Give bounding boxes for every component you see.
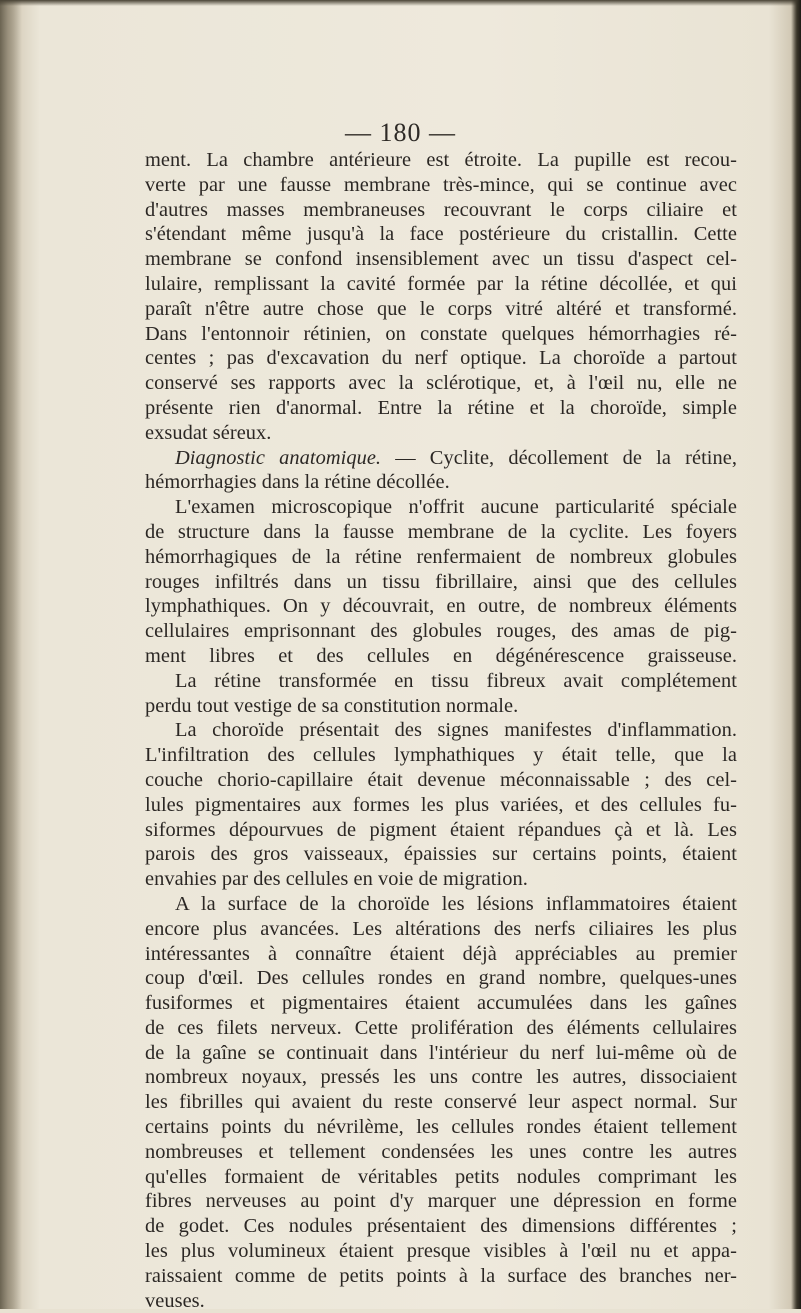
line-text: La rétine transformée en tissu fibreux avait complétement [175,669,737,692]
line-text: verte par une fausse membrane très-mince, qui se continue avec [145,173,737,196]
text-line [145,1090,737,1115]
line-text: fusiformes et pigmentaires étaient accumulées dans les gaînes [145,992,737,1015]
line-text: L'examen microscopique n'offrit aucune particularité spéciale [175,496,737,519]
text-line [145,371,737,396]
line-text: de structure dans la fausse membrane de la cyclite. Les foyers [145,520,737,543]
line-text: parois des gros vaisseaux, épaissies sur certains points, étaient [145,843,737,866]
binding-shadow [0,0,22,1309]
text-line [145,718,737,743]
line-text: — Cyclite, décollement de la rétine, [381,446,737,469]
right-page-edge [791,0,801,1309]
text-line [145,669,737,694]
line-text: paraît n'être autre chose que le corps vitré altéré et transformé. [145,297,737,320]
line-text: encore plus avancées. Les altérations des nerfs ciliaires les plus [145,917,737,940]
text-line [145,644,737,669]
line-text: lulaire, remplissant la cavité formée par la rétine décollée, et qui [145,272,737,295]
line-text: L'infiltration des cellules lymphathiques y était telle, que la [145,744,737,767]
text-line [145,1214,737,1239]
text-line [145,1239,737,1264]
text-line [145,495,737,520]
text-line [145,322,737,347]
line-text: couche chorio-capillaire était devenue méconnaissable ; des cel- [145,768,737,791]
line-text: coup d'œil. Des cellules rondes en grand nombre, quelques-unes [145,967,737,990]
text-line [145,1140,737,1165]
text-line [145,818,737,843]
text-line [145,520,737,545]
line-text: lymphathiques. On y découvrait, en outre, de nombreux éléments [145,595,737,618]
text-line [145,1189,737,1214]
line-text: les plus volumineux étaient presque visibles à l'œil nu et appa- [145,1240,737,1263]
text-line [145,1289,737,1313]
line-text: nombreux noyaux, pressés les uns contre les autres, dissociaient [145,1066,737,1089]
text-line [145,148,737,173]
text-line [145,545,737,570]
page-number: — 180 — [345,118,456,147]
line-text: hémorrhagies dans la rétine décollée. [145,471,450,494]
text-line [145,1041,737,1066]
body-text [145,148,737,1313]
line-text: raissaient comme de petits points à la surface des branches ner- [145,1264,737,1287]
text-line [145,198,737,223]
line-text: nombreuses et tellement condensées les unes contre les autres [145,1140,737,1163]
text-line [145,173,737,198]
text-line [145,1016,737,1041]
text-line [145,570,737,595]
line-text: les fibrilles qui avaient du reste conservé leur aspect normal. Sur [145,1091,737,1114]
line-text: présente rien d'anormal. Entre la rétine et la choroïde, simple [145,396,737,419]
text-line [145,1264,737,1289]
line-text: s'étendant même jusqu'à la face postérieure du cristallin. Cette [145,223,737,246]
line-text: certains points du névrilème, les cellules rondes étaient tellement [145,1116,737,1139]
line-text: centes ; pas d'excavation du nerf optique. La choroïde a partout [145,347,737,370]
text-line [145,917,737,942]
line-text: intéressantes à connaître étaient déjà appréciables au premier [145,942,737,965]
text-line [145,694,737,719]
line-text: A la surface de la choroïde les lésions inflammatoires étaient [175,892,737,915]
top-edge-shadow [0,0,801,6]
text-line [145,470,737,495]
line-text: de la gaîne se continuait dans l'intérieur du nerf lui-même où de [145,1041,737,1064]
line-text: ment libres et des cellules en dégénérescence graisseuse. [145,644,737,667]
text-line [145,793,737,818]
line-text: La choroïde présentait des signes manifestes d'inflammation. [175,719,737,742]
text-line [145,297,737,322]
text-line [145,594,737,619]
text-line [145,272,737,297]
text-line [145,619,737,644]
section-heading: Diagnostic anatomique. [175,446,382,469]
text-line [145,867,737,892]
line-text: membrane se confond insensiblement avec un tissu d'aspect cel- [145,248,737,271]
line-text: perdu tout vestige de sa constitution normale. [145,694,519,717]
line-text: lules pigmentaires aux formes les plus variées, et des cellules fu- [145,793,737,816]
line-text: Dans l'entonnoir rétinien, on constate quelques hémorrhagies ré- [145,322,737,345]
line-text: qu'elles formaient de véritables petits nodules comprimant les [145,1165,737,1188]
line-text: d'autres masses membraneuses recouvrant le corps ciliaire et [145,198,737,221]
text-line [145,1165,737,1190]
text-line [145,222,737,247]
text-line [145,892,737,917]
line-text: veuses. [145,1289,205,1312]
text-line [145,396,737,421]
text-line [145,991,737,1016]
line-text: envahies par des cellules en voie de migration. [145,868,528,891]
text-line [145,421,737,446]
line-text: hémorrhagiques de la rétine renfermaient de nombreux globules [145,545,737,568]
text-line [145,247,737,272]
text-line [145,842,737,867]
line-text: siformes dépourvues de pigment étaient répandues çà et là. Les [145,818,737,841]
line-text: rouges infiltrés dans un tissu fibrillaire, ainsi que des cellules [145,570,737,593]
text-line [145,1065,737,1090]
text-line [145,1115,737,1140]
line-text: cellulaires emprisonnant des globules rouges, des amas de pig- [145,620,737,643]
text-line [145,743,737,768]
line-text: conservé ses rapports avec la sclérotique, et, à l'œil nu, elle ne [145,372,737,395]
text-line [145,942,737,967]
line-text: exsudat séreux. [145,421,272,444]
line-text: de godet. Ces nodules présentaient des dimensions différentes ; [145,1215,737,1238]
text-line [145,446,737,471]
line-text: fibres nerveuses au point d'y marquer une dépression en forme [145,1190,737,1213]
line-text: ment. La chambre antérieure est étroite. La pupille est recou- [145,149,737,171]
text-line [145,768,737,793]
text-line [145,966,737,991]
line-text: de ces filets nerveux. Cette prolifération des éléments cellulaires [145,1016,737,1039]
text-line [145,346,737,371]
